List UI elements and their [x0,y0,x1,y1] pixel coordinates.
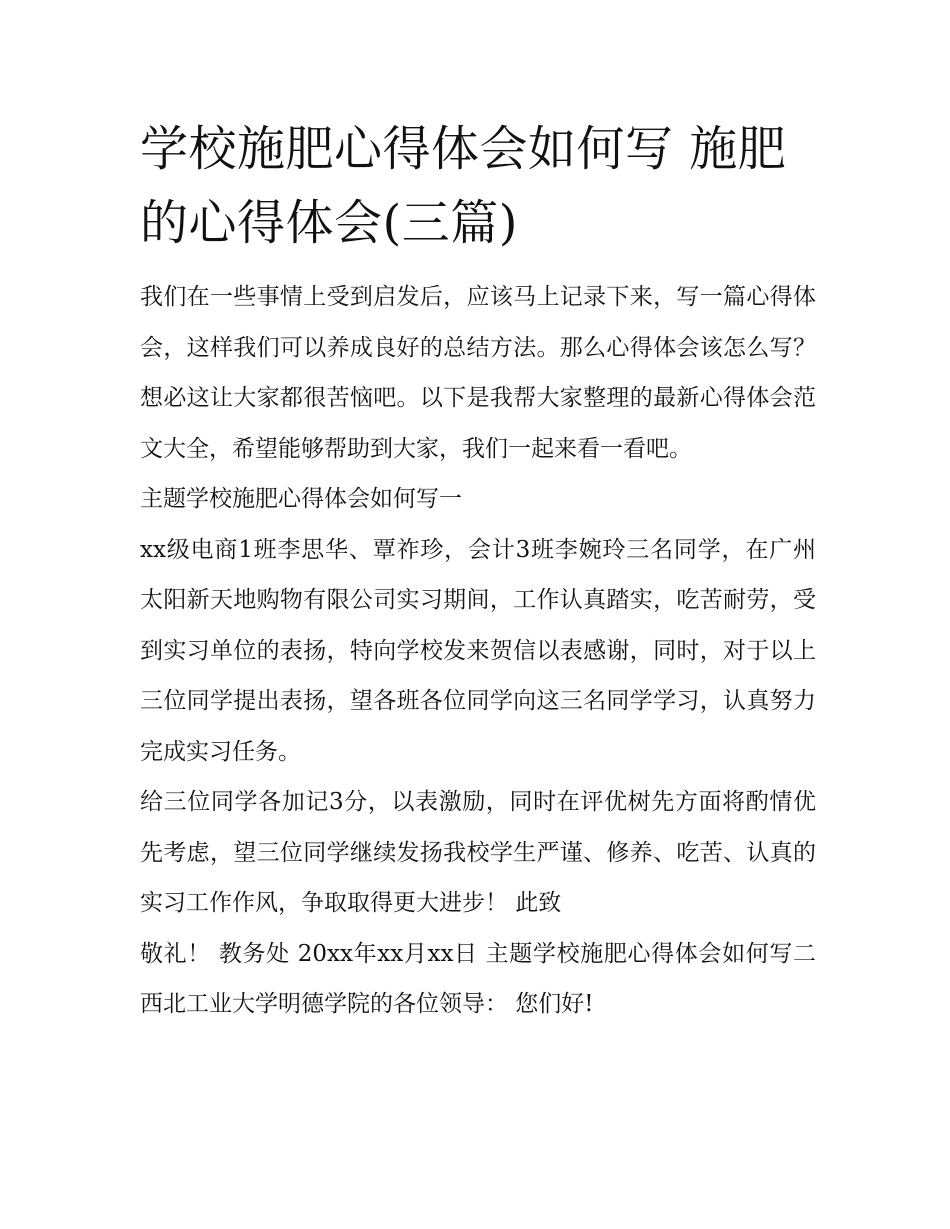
reward-paragraph: 给三位同学各加记3分，以表激励，同时在评优树先方面将酌情优先考虑，望三位同学继续发扬我校学生严谨、修养、吃苦、认真的实习工作作风，争取取得更大进步！ 此致 [140,789,816,916]
document-body [140,272,816,1030]
document-page [140,112,816,1030]
intro-paragraph: 我们在一些事情上受到启发后，应该马上记录下来，写一篇心得体会，这样我们可以养成良好的总结方法。那么心得体会该怎么写？想必这让大家都很苦恼吧。以下是我帮大家整理的最新心得体会范文大全，希望能够帮助到大家，我们一起来看一看吧。 [140,284,816,462]
commendation-paragraph: xx级电商1班李思华、覃祚珍，会计3班李婉玲三名同学，在广州太阳新天地购物有限公司实习期间，工作认真踏实，吃苦耐劳，受到实习单位的表扬，特向学校发来贺信以表感谢，同时，对于以上三位同学提出表扬，望各班各位同学向这三名同学学习，认真努力完成实习任务。 [140,536,816,765]
document-title: 学校施肥心得体会如何写 施肥的心得体会(三篇) [140,121,787,251]
section-heading-one: 主题学校施肥心得体会如何写一 [140,486,462,512]
closing-paragraph: 敬礼！ 教务处 20xx年xx月xx日 主题学校施肥心得体会如何写二 西北工业大学明德学院的各位领导： 您们好! [140,940,816,1017]
